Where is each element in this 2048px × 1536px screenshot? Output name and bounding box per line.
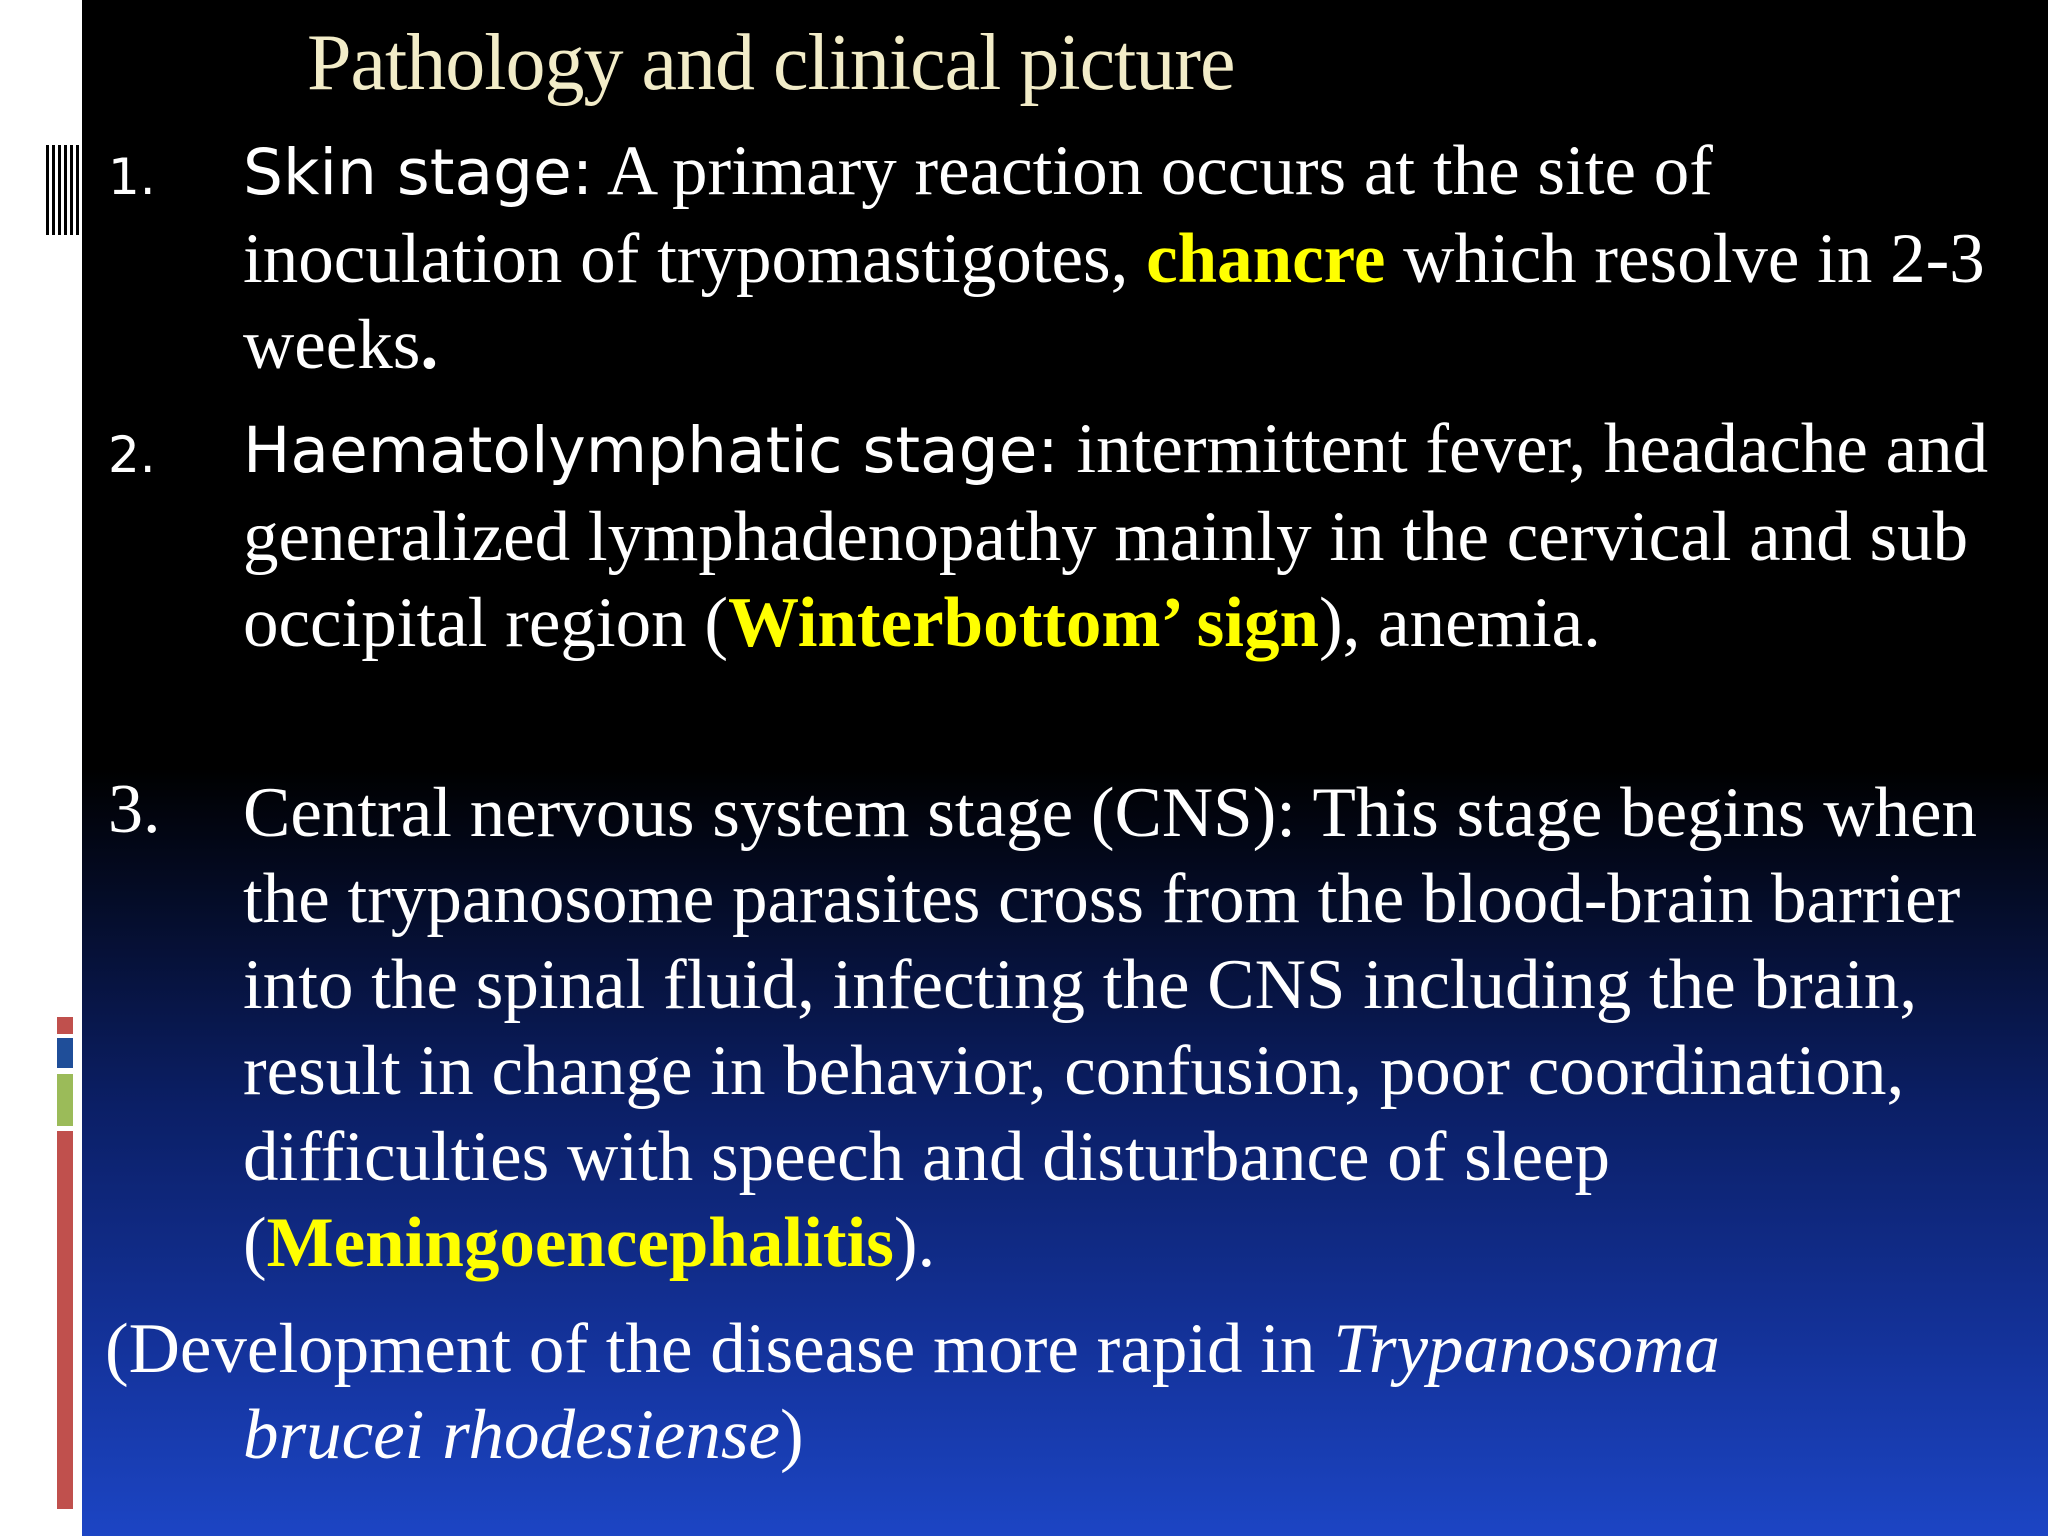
item-2-number: 2. <box>108 426 156 484</box>
item-1-colon: : <box>571 136 594 209</box>
note-italic-genus: Trypanosoma <box>1333 1310 1720 1388</box>
item-2-body: intermittent fever, headache and generalized lymphadenopathy mainly in the cervical and sub occipital region ( <box>243 410 1989 662</box>
item-2-text <box>243 406 2023 666</box>
item-2-colon: : <box>1037 414 1059 487</box>
item-1-number: 1. <box>108 148 156 206</box>
item-3-body-end: ). <box>893 1204 936 1282</box>
accent-bar-red <box>57 1131 73 1509</box>
item-1-stage-name: Skin stage <box>243 136 572 209</box>
item-1-highlight: chancre <box>1146 220 1386 298</box>
item-3-number: 3. <box>108 771 161 848</box>
item-3-text <box>243 770 2023 1286</box>
note-italic-species: brucei rhodesiense <box>243 1396 781 1474</box>
item-3-highlight: Meningoencephalitis <box>266 1204 894 1282</box>
accent-bar-blue <box>57 1038 73 1068</box>
accent-bar-red-top <box>57 1017 73 1034</box>
item-2-stage-name: Haematolymphatic stage <box>243 414 1038 487</box>
accent-bar-green <box>57 1074 73 1126</box>
item-1-body: A primary reaction occurs at the site of inoculation of trypomastigotes, <box>243 132 1713 298</box>
item-2-highlight: Winterbottom’ sign <box>727 584 1319 662</box>
item-2-body-end: ), anemia. <box>1318 584 1601 662</box>
item-3-body: Central nervous system stage (CNS): This stage begins when the trypanosome parasites cross from the blood-brain barrier into the spinal fluid, infecting the CNS including the brain, result in change in behavior, confusion, poor coordination, difficulties with speech and disturbance of sleep ( <box>243 774 1977 1282</box>
item-1-period: . <box>420 306 439 384</box>
note-open: (Development of the disease more rapid in <box>105 1310 1334 1388</box>
item-1-body-end: which resolve in 2-3 weeks <box>243 220 1985 384</box>
note-close: ) <box>780 1396 804 1474</box>
slide-title: Pathology and clinical picture <box>307 19 1235 107</box>
item-1-text <box>243 128 2023 388</box>
development-note <box>105 1306 2005 1478</box>
decorative-stripe-lines <box>46 145 80 235</box>
note-continuation <box>105 1392 2005 1478</box>
